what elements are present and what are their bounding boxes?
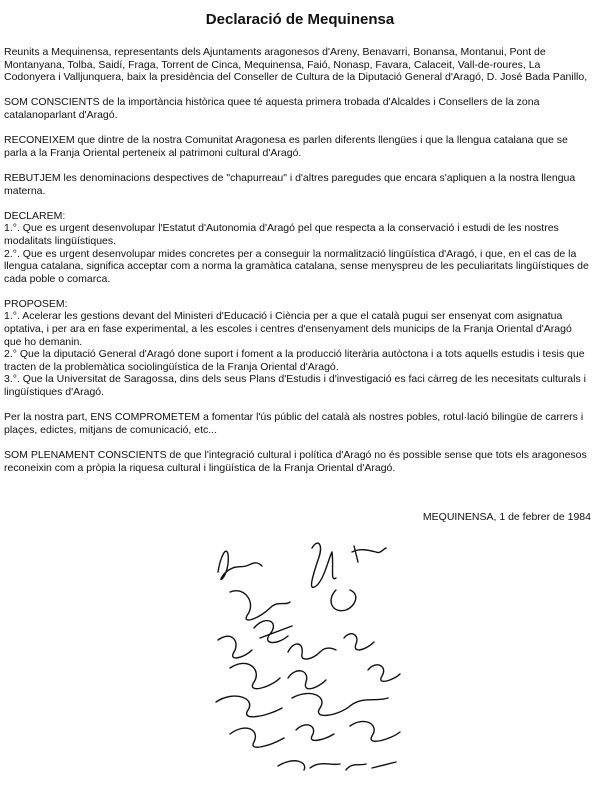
signature [352,546,386,562]
place-and-date: MEQUINENSA, 1 de febrer de 1984 [422,511,591,523]
declarem-item-1: 1.°. Que es urgent desenvolupar l'Estatut d'Autonomia d'Aragó pel que respecta a la conservació i estudi de les nostres modalitats lingüístiques. [4,222,559,247]
signature [292,693,388,715]
signature [230,591,290,620]
signature [216,696,282,717]
reconeixem-paragraph: RECONEIXEM que dintre de la nostra Comunitat Aragonesa es parlen diferents llengües i que la llengua catalana que se parla a la Franja Oriental perteneix al patrimoni cultural d'Aragó. [4,134,568,159]
signatures-block [200,530,500,785]
proposem-item-1: 1.°. Acelerar les gestions devant del Ministeri d'Educació i Ciència per a que el català pugui ser ensenyat com asignatua optativa, i per ara en fase experimental, a les escoles i centres d'ensenyament dels municips de la Franja Oriental d'Aragó que ho demanin. [4,310,572,348]
signature [296,725,334,741]
declarem-heading: DECLAREM: [4,209,66,222]
document-title: Declaració de Mequinensa [205,11,395,28]
signature [368,665,400,681]
signature [230,728,284,747]
signature [312,543,336,587]
signature [344,634,374,650]
signature [288,671,326,689]
proposem-item-3: 3.°. Que la Universitat de Saragossa, dins dels seus Plans d'Estudis i d'investigació es faci càrreg de les necesitats culturals i lingüístiques d'Aragó. [4,373,586,399]
proposem-heading: PROPOSEM: [4,297,68,310]
declarem-item-2: 2.°. Que es urgent desenvolupar mides concretes per a conseguir la normalització lingüística d'Aragó, i que, en el cas de la llengua catalana, significa acceptar com a norma la gramàtica catalana, sense menyspreu de les peculiaritats lingüístiques de cada poble o comarca. [4,247,589,285]
signature [218,551,262,579]
signature [278,761,396,770]
comprometem-paragraph: Per la nostra part, ENS COMPROMETEM a fomentar l'ús públic del català als nostres pobles, rotul·lació bilingüe de carrers i plaçes, edictes, mitjans de comunicació, etc... [4,411,584,436]
declarem-section [4,210,589,286]
signature [288,644,336,659]
intro-paragraph: Reunits a Mequinensa, representants dels Ajuntaments aragonesos d'Areny, Benavarri, Bonansa, Montanui, Pont de Montanyana, Tolba, Saidí, Fraga, Torrent de Cinca, Mequinensa, Faió, Nonasp, Favara, Calaceit, Vall-de-roures, La Codonyera i Valljunquera, baix la presidència del Conseller de Cultura de la Diputació General d'Aragó, D. José Bada Panillo, [4,46,588,84]
signature [331,590,356,611]
plenament-paragraph: SOM PLENAMENT CONSCIENTS de que l'integració cultural i política d'Aragó no és possible sense que tots els aragonesos reconeixin com a pròpia la riquesa cultural i lingüística de la Franja Oriental d'Aragó. [4,449,587,474]
proposem-section [4,298,589,399]
signature [218,636,252,658]
signature [230,663,280,688]
document-body [4,46,589,474]
proposem-item-2: 2.° Que la diputació General d'Aragó done suport i foment a la producció literària autòctona i a tots aquells estudis i tesis que tracten de la problemàtica sociolingüística de la Franja Oriental d'Aragó. [4,348,585,373]
signatures-image [200,530,500,785]
rebutjem-paragraph: REBUTJEM les denominacions despectives de "chapurreau" i d'altres paregudes que encara s'apliquen a la nostra llengua materna. [4,171,576,197]
signature [254,621,292,643]
signature [350,721,400,741]
som-conscients-paragraph: SOM CONSCIENTS de la importància històrica quee té aquesta primera trobada d'Alcaldes i Consellers de la zona catalanoparlant d'Aragó. [4,96,540,121]
